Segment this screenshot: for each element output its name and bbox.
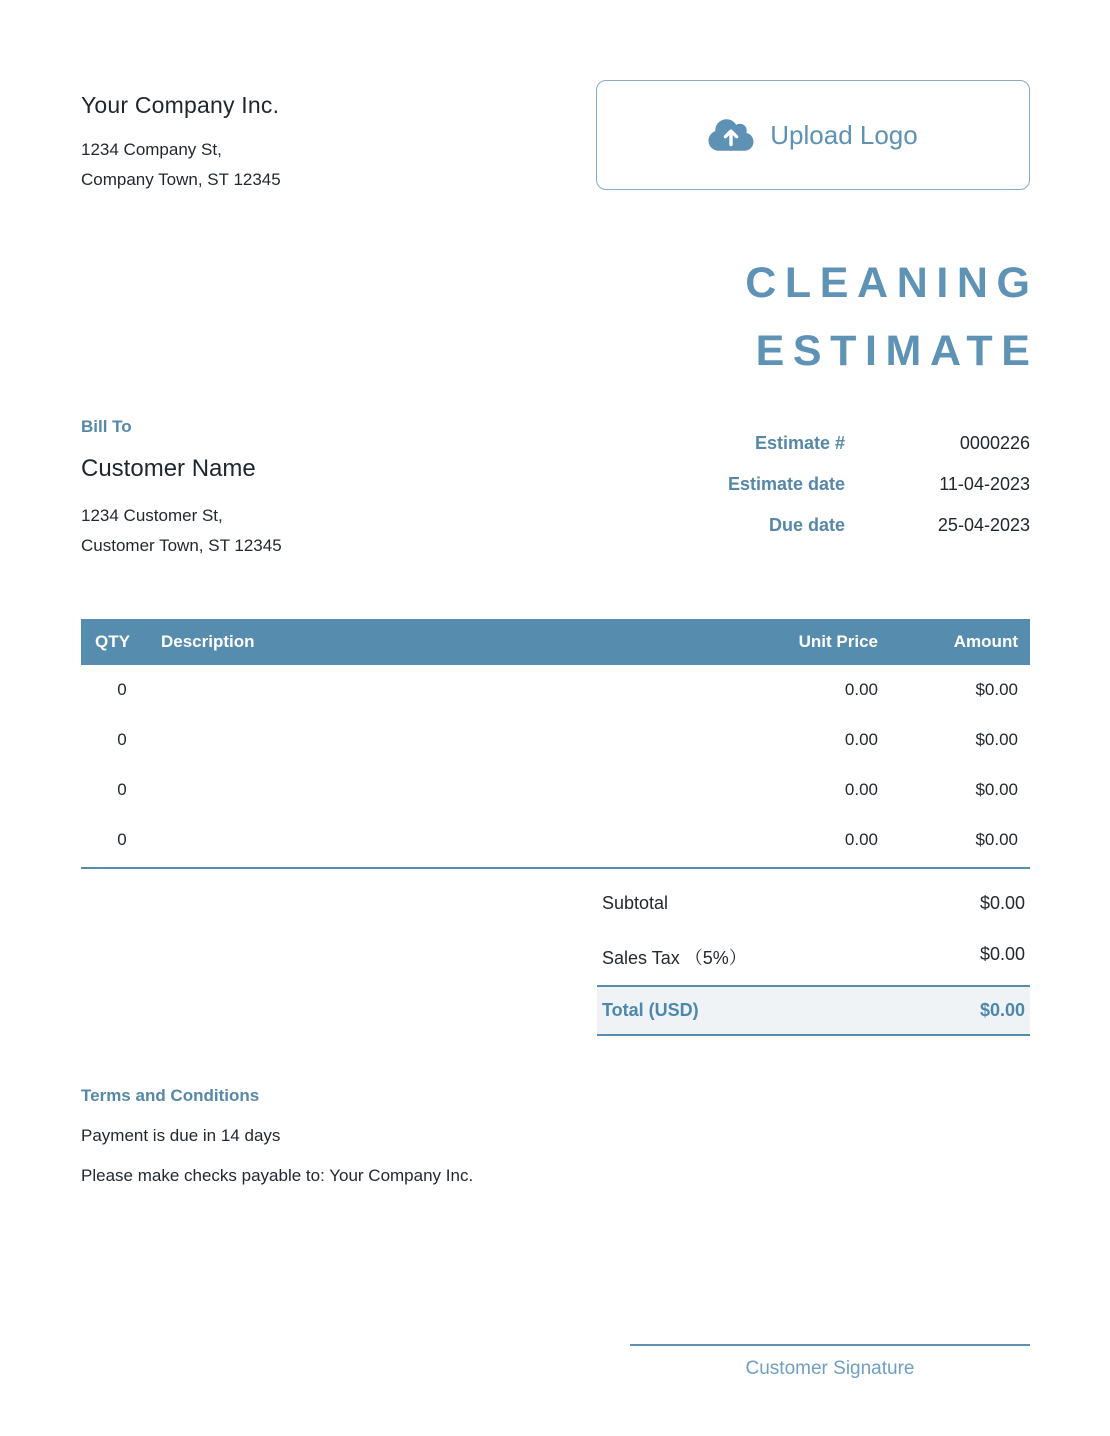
due-date-label: Due date xyxy=(768,515,845,535)
customer-name: Customer Name xyxy=(81,455,256,482)
customer-signature-label: Customer Signature xyxy=(745,1358,915,1379)
signature-block xyxy=(630,1344,1030,1380)
table-row xyxy=(81,815,1030,865)
cell-unit-price: 0.00 xyxy=(844,830,878,849)
upload-logo-button[interactable] xyxy=(596,80,1030,190)
table-row xyxy=(81,665,1030,715)
table-row xyxy=(81,765,1030,815)
cell-amount: $0.00 xyxy=(975,780,1018,799)
customer-address xyxy=(81,501,282,561)
document-title xyxy=(81,249,1039,385)
due-date-row xyxy=(598,515,1030,536)
terms-heading: Terms and Conditions xyxy=(81,1086,260,1105)
subtotal-row xyxy=(597,869,1030,929)
header-amount: Amount xyxy=(953,632,1018,651)
cell-amount: $0.00 xyxy=(975,730,1018,749)
terms-line: Please make checks payable to: Your Company Inc. xyxy=(81,1166,474,1185)
cell-amount: $0.00 xyxy=(975,830,1018,849)
table-header-row xyxy=(81,619,1030,665)
total-value: $0.00 xyxy=(979,1000,1025,1020)
header-description: Description xyxy=(161,632,255,651)
total-label: Total (USD) xyxy=(602,1000,699,1020)
estimate-date-label: Estimate date xyxy=(727,474,845,494)
cell-unit-price: 0.00 xyxy=(844,680,878,699)
subtotal-value: $0.00 xyxy=(979,893,1025,913)
bill-to-heading: Bill To xyxy=(81,417,132,436)
estimate-number-label: Estimate # xyxy=(754,433,845,453)
table-row xyxy=(81,715,1030,765)
estimate-number-value: 0000226 xyxy=(959,433,1030,453)
header-unit-price: Unit Price xyxy=(798,632,878,651)
customer-address-line2: Customer Town, ST 12345 xyxy=(81,536,282,555)
document-title-line1: CLEANING xyxy=(745,259,1039,307)
cloud-upload-icon xyxy=(708,117,754,153)
bill-to-block xyxy=(81,417,282,561)
billing-info-section xyxy=(81,417,1030,561)
document-title-line2: ESTIMATE xyxy=(755,327,1039,375)
company-info xyxy=(81,80,281,195)
customer-address-line1: 1234 Customer St, xyxy=(81,506,223,525)
subtotal-label: Subtotal xyxy=(602,893,669,913)
cell-unit-price: 0.00 xyxy=(844,780,878,799)
totals-section xyxy=(597,869,1030,1036)
due-date-value: 25-04-2023 xyxy=(937,515,1030,535)
sales-tax-value: $0.00 xyxy=(979,944,1025,964)
estimate-meta xyxy=(598,417,1030,561)
cell-qty: 0 xyxy=(117,680,127,699)
company-address xyxy=(81,135,281,195)
document-header xyxy=(81,80,1030,195)
cell-unit-price: 0.00 xyxy=(844,730,878,749)
estimate-number-row xyxy=(598,433,1030,454)
upload-logo-label: Upload Logo xyxy=(770,119,918,150)
sales-tax-row xyxy=(597,929,1030,985)
company-name: Your Company Inc. xyxy=(81,92,280,118)
line-items-table xyxy=(81,619,1030,869)
terms-section xyxy=(81,1086,1030,1186)
cell-amount: $0.00 xyxy=(975,680,1018,699)
total-row xyxy=(597,985,1030,1036)
cell-qty: 0 xyxy=(117,730,127,749)
estimate-date-value: 11-04-2023 xyxy=(939,474,1030,494)
header-qty: QTY xyxy=(95,632,130,651)
terms-line: Payment is due in 14 days xyxy=(81,1126,281,1145)
estimate-date-row xyxy=(598,474,1030,495)
sales-tax-label: Sales Tax （5%） xyxy=(602,948,747,968)
cell-qty: 0 xyxy=(117,830,127,849)
company-address-line2: Company Town, ST 12345 xyxy=(81,170,281,189)
company-address-line1: 1234 Company St, xyxy=(81,140,222,159)
cell-qty: 0 xyxy=(117,780,127,799)
